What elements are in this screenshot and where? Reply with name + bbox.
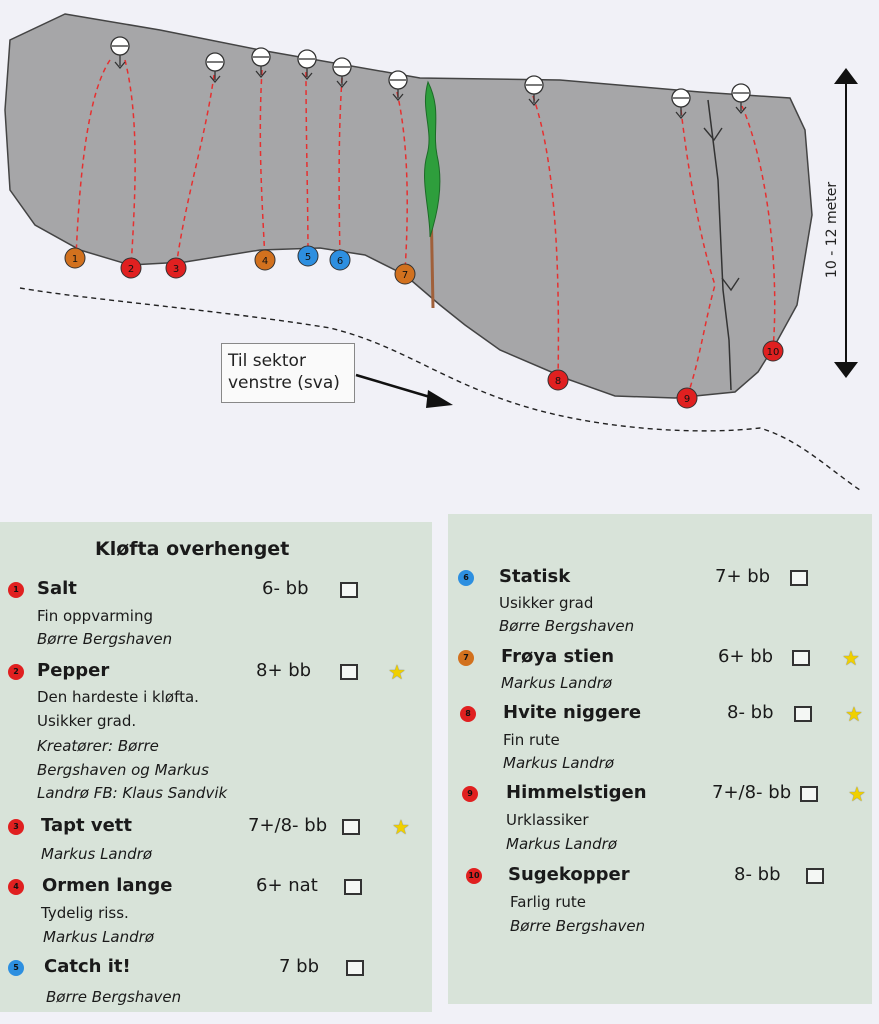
- rock-face: [5, 14, 812, 398]
- route-description: Tydelig riss.: [41, 904, 129, 922]
- tick-checkbox[interactable]: [792, 650, 810, 666]
- route-name: Catch it!: [44, 956, 131, 977]
- tick-checkbox[interactable]: [800, 786, 818, 802]
- tick-checkbox[interactable]: [344, 879, 362, 895]
- route-description: Usikker grad.: [37, 712, 137, 730]
- route-name: Sugekopper: [508, 864, 630, 885]
- route-grade: 6+ bb: [718, 646, 774, 667]
- route-marker: [677, 388, 697, 408]
- route-marker: [548, 370, 568, 390]
- route-grade: 8+ bb: [256, 660, 312, 681]
- route-marker: [298, 246, 318, 266]
- route-name: Frøya stien: [501, 646, 615, 667]
- route-grade: 7+ bb: [715, 566, 771, 587]
- svg-text:7: 7: [401, 270, 409, 281]
- route-author: Markus Landrø: [501, 674, 612, 692]
- star-icon: ★: [845, 702, 863, 726]
- route-number-badge: 6: [458, 570, 474, 586]
- route-description: Den hardeste i kløfta.: [37, 688, 199, 706]
- svg-text:5: 5: [304, 252, 312, 263]
- svg-text:9: 9: [683, 394, 691, 405]
- route-grade: 6- bb: [262, 578, 309, 599]
- route-marker: [330, 250, 350, 270]
- route-number-badge: 9: [462, 786, 478, 802]
- route-author: Børre Bergshaven: [499, 617, 635, 635]
- star-icon: ★: [842, 646, 860, 670]
- tick-checkbox[interactable]: [342, 819, 360, 835]
- star-icon: ★: [388, 660, 406, 684]
- route-number-badge: 1: [8, 582, 24, 598]
- route-description: Fin oppvarming: [37, 607, 153, 625]
- tick-checkbox[interactable]: [340, 582, 358, 598]
- panel-title: Kløfta overhenget: [95, 538, 290, 560]
- svg-text:1: 1: [71, 254, 79, 265]
- route-marker: [763, 341, 783, 361]
- route-name: Ormen lange: [42, 875, 173, 896]
- topo-diagram: [0, 0, 879, 500]
- route-number-badge: 2: [8, 664, 24, 680]
- route-number-badge: 8: [460, 706, 476, 722]
- route-author: Børre Bergshaven: [46, 988, 182, 1006]
- route-marker: [166, 258, 186, 278]
- route-author: Markus Landrø: [43, 928, 154, 946]
- tick-checkbox[interactable]: [806, 868, 824, 884]
- route-marker: [121, 258, 141, 278]
- route-number-badge: 7: [458, 650, 474, 666]
- route-number-badge: 5: [8, 960, 24, 976]
- route-grade: 6+ nat: [256, 875, 318, 896]
- route-number-badge: 3: [8, 819, 24, 835]
- route-author: Børre Bergshaven: [510, 917, 646, 935]
- route-marker: [395, 264, 415, 284]
- svg-text:4: 4: [261, 256, 269, 267]
- route-author: Landrø FB: Klaus Sandvik: [37, 784, 228, 802]
- tick-checkbox[interactable]: [346, 960, 364, 976]
- route-description: Farlig rute: [510, 893, 587, 911]
- svg-text:6: 6: [336, 256, 344, 267]
- tick-checkbox[interactable]: [794, 706, 812, 722]
- route-description: Fin rute: [503, 731, 560, 749]
- route-name: Pepper: [37, 660, 110, 681]
- route-author: Markus Landrø: [506, 835, 617, 853]
- tick-checkbox[interactable]: [340, 664, 358, 680]
- route-grade: 8- bb: [734, 864, 781, 885]
- route-author: Markus Landrø: [503, 754, 614, 772]
- route-author: Markus Landrø: [41, 845, 152, 863]
- route-description: Usikker grad: [499, 594, 594, 612]
- route-description: Urklassiker: [506, 811, 589, 829]
- route-author: Bergshaven og Markus: [37, 761, 209, 779]
- route-name: Statisk: [499, 566, 571, 587]
- route-grade: 7+/8- bb: [248, 815, 328, 836]
- star-icon: ★: [848, 782, 866, 806]
- sector-callout: [221, 343, 355, 403]
- svg-text:8: 8: [554, 376, 562, 387]
- route-author: Kreatører: Børre: [37, 737, 159, 755]
- route-name: Tapt vett: [41, 815, 133, 836]
- route-marker: [255, 250, 275, 270]
- callout-line-2: venstre (sva): [228, 373, 340, 393]
- svg-text:3: 3: [172, 264, 180, 275]
- route-number-badge: 10: [466, 868, 482, 884]
- route-name: Hvite niggere: [503, 702, 642, 723]
- height-label: 10 - 12 meter: [824, 178, 840, 282]
- route-marker: [65, 248, 85, 268]
- svg-text:10: 10: [766, 347, 780, 358]
- route-number-badge: 4: [8, 879, 24, 895]
- tick-checkbox[interactable]: [790, 570, 808, 586]
- route-name: Himmelstigen: [506, 782, 647, 803]
- route-author: Børre Bergshaven: [37, 630, 173, 648]
- callout-line-1: Til sektor: [228, 351, 306, 371]
- route-name: Salt: [37, 578, 77, 599]
- route-grade: 7+/8- bb: [712, 782, 792, 803]
- svg-text:2: 2: [127, 264, 135, 275]
- route-grade: 7 bb: [279, 956, 320, 977]
- star-icon: ★: [392, 815, 410, 839]
- route-grade: 8- bb: [727, 702, 774, 723]
